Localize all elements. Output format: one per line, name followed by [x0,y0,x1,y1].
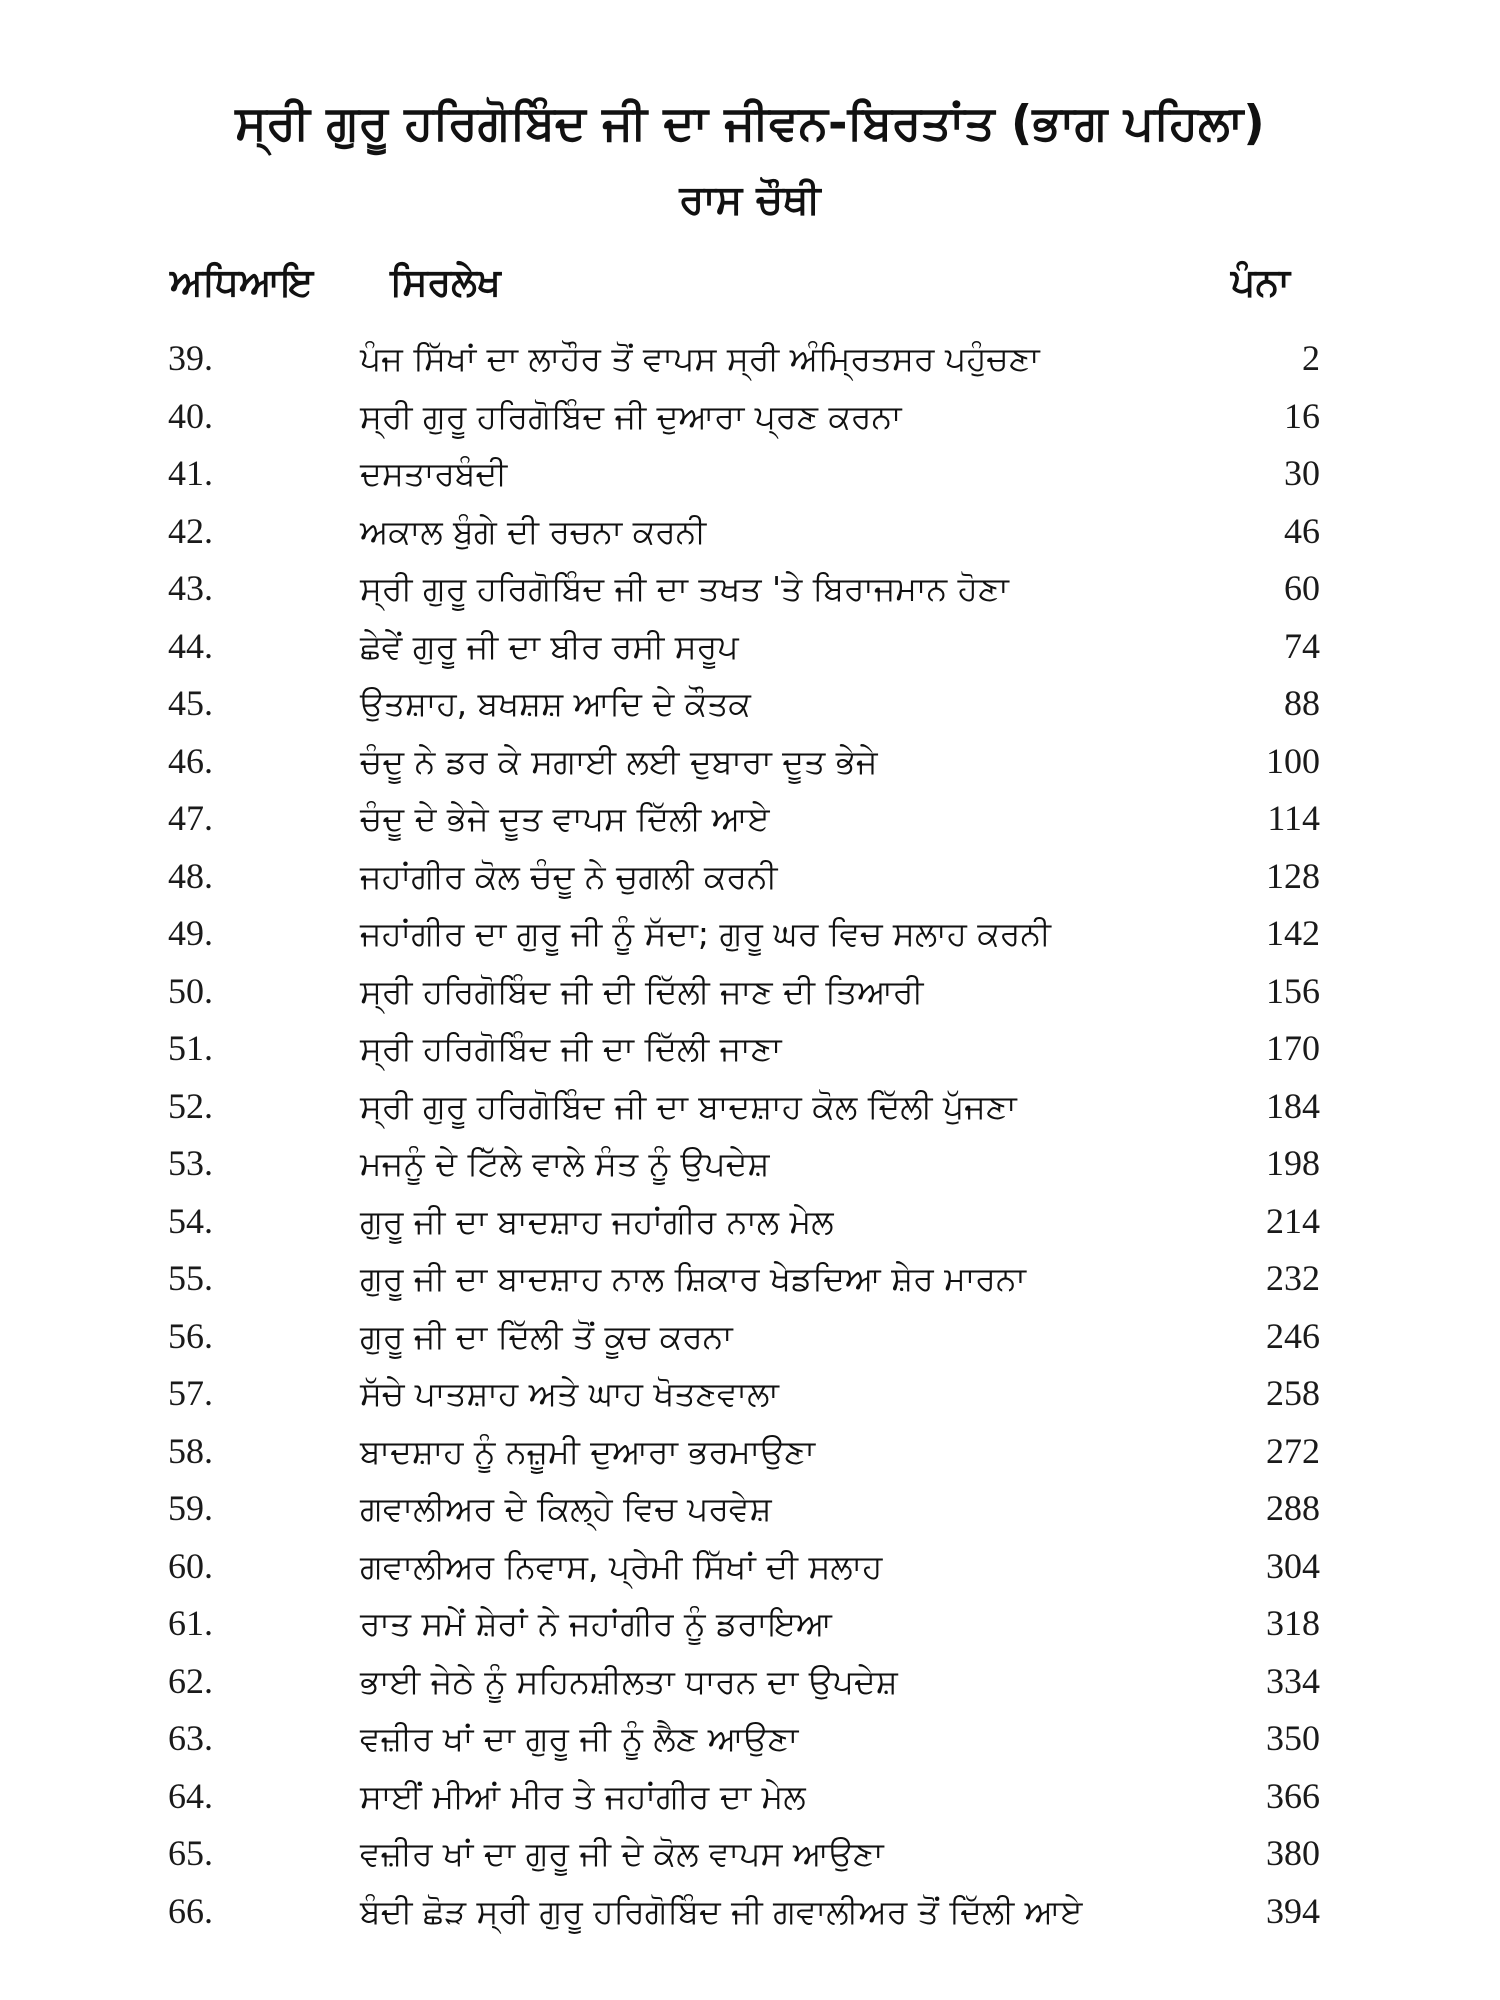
page-number: 394 [1266,1890,1320,1931]
chapter-number: 63. [168,1718,213,1758]
toc-entry [0,1020,1500,1078]
chapter-number: 52. [168,1085,213,1126]
toc-entry [0,1653,1500,1711]
page-number: 198 [1266,1143,1320,1183]
chapter-title: ਸੱਚੇ ਪਾਤਸ਼ਾਹ ਅਤੇ ਘਾਹ ਖੋਤਣਵਾਲਾ [360,1374,779,1413]
chapter-title: ਜਹਾਂਗੀਰ ਕੋਲ ਚੰਦੂ ਨੇ ਚੁਗਲੀ ਕਰਨੀ [360,856,778,896]
page-number: 46 [1284,510,1320,551]
chapter-number: 50. [168,970,213,1011]
page-number: 246 [1266,1315,1320,1356]
toc-entry [0,848,1500,906]
page-number: 334 [1266,1660,1320,1701]
chapter-number: 60. [168,1545,213,1586]
toc-entry [0,1308,1500,1366]
page-number: 88 [1284,683,1320,723]
chapter-number: 54. [168,1200,213,1241]
chapter-title: ਮਜਨੂੰ ਦੇ ਟਿੱਲੇ ਵਾਲੇ ਸੰਤ ਨੂੰ ਉਪਦੇਸ਼ [360,1144,770,1183]
toc-entry [0,1423,1500,1481]
page-number: 142 [1266,913,1320,953]
chapter-title: ਸਾਈਂ ਮੀਆਂ ਮੀਰ ਤੇ ਜਹਾਂਗੀਰ ਦਾ ਮੇਲ [360,1776,806,1816]
chapter-title: ਸ੍ਰੀ ਗੁਰੂ ਹਰਿਗੋਬਿੰਦ ਜੀ ਦੁਆਰਾ ਪ੍ਰਣ ਕਰਨਾ [360,396,902,436]
chapter-number: 39. [168,338,213,378]
page-number: 366 [1266,1775,1320,1816]
chapter-number: 61. [168,1603,213,1643]
chapter-title: ਚੰਦੂ ਦੇ ਭੇਜੇ ਦੂਤ ਵਾਪਸ ਦਿੱਲੀ ਆਏ [360,799,770,838]
chapter-title: ਸ੍ਰੀ ਗੁਰੂ ਹਰਿਗੋਬਿੰਦ ਜੀ ਦਾ ਬਾਦਸ਼ਾਹ ਕੋਲ ਦਿੱਲੀ ਪੁੱਜਣਾ [360,1086,1017,1126]
page-number: 60 [1284,568,1320,608]
page-number: 232 [1266,1258,1320,1298]
page-number: 380 [1266,1833,1320,1873]
chapter-number: 65. [168,1833,213,1873]
chapter-number: 43. [168,568,213,608]
section-subtitle: ਰਾਸ ਚੌਥੀ [679,177,821,223]
chapter-title: ਸ੍ਰੀ ਹਰਿਗੋਬਿੰਦ ਜੀ ਦੀ ਦਿੱਲੀ ਜਾਣ ਦੀ ਤਿਆਰੀ [360,971,924,1011]
page-number: 16 [1284,395,1320,436]
chapter-number: 57. [168,1373,213,1413]
chapter-number: 46. [168,740,213,781]
chapter-number: 55. [168,1258,213,1298]
chapter-number: 59. [168,1488,213,1528]
chapter-title: ਅਕਾਲ ਬੁੰਗੇ ਦੀ ਰਚਨਾ ਕਰਨੀ [360,511,707,551]
chapter-title: ਬਾਦਸ਼ਾਹ ਨੂੰ ਨਜ਼ੂਮੀ ਦੁਆਰਾ ਭਰਮਾਉਣਾ [360,1431,816,1471]
toc-entry [0,733,1500,791]
chapter-title: ਗੁਰੂ ਜੀ ਦਾ ਬਾਦਸ਼ਾਹ ਨਾਲ ਸ਼ਿਕਾਰ ਖੇਡਦਿਆ ਸ਼ੇਰ ਮਾਰਨਾ [360,1259,1026,1298]
chapter-title: ਗਵਾਲੀਅਰ ਨਿਵਾਸ, ਪ੍ਰੇਮੀ ਸਿੱਖਾਂ ਦੀ ਸਲਾਹ [360,1546,883,1586]
page-number: 74 [1284,625,1320,666]
toc-entry [0,1768,1500,1826]
page-number: 272 [1266,1430,1320,1471]
chapter-title: ਚੰਦੂ ਨੇ ਡਰ ਕੇ ਸਗਾਈ ਲਈ ਦੁਬਾਰਾ ਦੂਤ ਭੇਜੇ [360,741,878,781]
column-header-page: ਪੰਨਾ [1230,260,1290,304]
page-number: 30 [1284,453,1320,493]
chapter-number: 66. [168,1890,213,1931]
chapter-title: ਵਜ਼ੀਰ ਖਾਂ ਦਾ ਗੁਰੂ ਜੀ ਦੇ ਕੋਲ ਵਾਪਸ ਆਉਣਾ [360,1834,884,1873]
toc-entry [0,1710,1500,1768]
chapter-title: ਸ੍ਰੀ ਗੁਰੂ ਹਰਿਗੋਬਿੰਦ ਜੀ ਦਾ ਤਖਤ 'ਤੇ ਬਿਰਾਜਮਾਨ ਹੋਣਾ [360,569,1009,608]
page-number: 170 [1266,1028,1320,1068]
page-number: 288 [1266,1488,1320,1528]
chapter-title: ਗੁਰੂ ਜੀ ਦਾ ਦਿੱਲੀ ਤੋਂ ਕੂਚ ਕਰਨਾ [360,1316,733,1356]
toc-entry [0,1883,1500,1941]
chapter-title: ਭਾਈ ਜੇਠੇ ਨੂੰ ਸਹਿਨਸ਼ੀਲਤਾ ਧਾਰਨ ਦਾ ਉਪਦੇਸ਼ [360,1661,898,1701]
page-number: 184 [1266,1085,1320,1126]
chapter-title: ਛੇਵੇਂ ਗੁਰੂ ਜੀ ਦਾ ਬੀਰ ਰਸੀ ਸਰੂਪ [360,626,739,666]
toc-entry [0,503,1500,561]
chapter-title: ਦਸਤਾਰਬੰਦੀ [360,454,508,493]
chapter-number: 41. [168,453,213,493]
toc-entry [0,618,1500,676]
toc-entry [0,445,1500,503]
page-number: 304 [1266,1545,1320,1586]
column-header-title: ਸਿਰਲੇਖ [390,260,501,304]
chapter-title: ਵਜ਼ੀਰ ਖਾਂ ਦਾ ਗੁਰੂ ਜੀ ਨੂੰ ਲੈਣ ਆਉਣਾ [360,1719,799,1758]
chapter-title: ਬੰਦੀ ਛੋੜ ਸ੍ਰੀ ਗੁਰੂ ਹਰਿਗੋਬਿੰਦ ਜੀ ਗਵਾਲੀਅਰ ਤੋਂ ਦਿੱਲੀ ਆਏ [360,1891,1083,1931]
chapter-title: ਗਵਾਲੀਅਰ ਦੇ ਕਿਲ੍ਹੇ ਵਿਚ ਪਰਵੇਸ਼ [360,1489,772,1528]
chapter-number: 51. [168,1028,213,1068]
toc-entry [0,1193,1500,1251]
page-title: ਸ੍ਰੀ ਗੁਰੂ ਹਰਿਗੋਬਿੰਦ ਜੀ ਦਾ ਜੀਵਨ-ਬਿਰਤਾਂਤ (ਭਾਗ ਪਹਿਲਾ) [235,96,1265,151]
chapter-number: 53. [168,1143,213,1183]
chapter-number: 42. [168,510,213,551]
page-number: 156 [1266,970,1320,1011]
chapter-number: 56. [168,1315,213,1356]
page-number: 214 [1266,1200,1320,1241]
toc-entry [0,1078,1500,1136]
toc-entry [0,1480,1500,1538]
toc-entry [0,1365,1500,1423]
toc-entry [0,963,1500,1021]
chapter-title: ਗੁਰੂ ਜੀ ਦਾ ਬਾਦਸ਼ਾਹ ਜਹਾਂਗੀਰ ਨਾਲ ਮੇਲ [360,1201,834,1241]
page-number: 114 [1267,798,1320,838]
chapter-title: ਉਤਸ਼ਾਹ, ਬਖਸ਼ਸ਼ ਆਦਿ ਦੇ ਕੌਤਕ [360,684,751,723]
chapter-number: 64. [168,1775,213,1816]
chapter-title: ਰਾਤ ਸਮੇਂ ਸ਼ੇਰਾਂ ਨੇ ਜਹਾਂਗੀਰ ਨੂੰ ਡਰਾਇਆ [360,1604,832,1643]
chapter-number: 40. [168,395,213,436]
chapter-title: ਜਹਾਂਗੀਰ ਦਾ ਗੁਰੂ ਜੀ ਨੂੰ ਸੱਦਾ; ਗੁਰੂ ਘਰ ਵਿਚ ਸਲਾਹ ਕਰਨੀ [360,914,1051,953]
page-number: 318 [1266,1603,1320,1643]
toc-entry [0,905,1500,963]
toc-entry [0,790,1500,848]
toc-header-row [0,254,1500,310]
chapter-number: 49. [168,913,213,953]
chapter-number: 58. [168,1430,213,1471]
chapter-title: ਸ੍ਰੀ ਹਰਿਗੋਬਿੰਦ ਜੀ ਦਾ ਦਿੱਲੀ ਜਾਣਾ [360,1029,782,1068]
chapter-number: 48. [168,855,213,896]
toc-entry [0,1825,1500,1883]
table-of-contents [0,330,1500,1940]
chapter-title: ਪੰਜ ਸਿੱਖਾਂ ਦਾ ਲਾਹੌਰ ਤੋਂ ਵਾਪਸ ਸ੍ਰੀ ਅੰਮ੍ਰਿਤਸਰ ਪਹੁੰਚਣਾ [360,339,1040,378]
chapter-number: 47. [168,798,213,838]
page-number: 128 [1266,855,1320,896]
toc-entry [0,388,1500,446]
chapter-number: 62. [168,1660,213,1701]
page-number: 258 [1266,1373,1320,1413]
toc-entry [0,330,1500,388]
chapter-number: 45. [168,683,213,723]
toc-entry [0,1250,1500,1308]
page-number: 2 [1302,338,1320,378]
toc-entry [0,1595,1500,1653]
toc-entry [0,1135,1500,1193]
page-number: 350 [1266,1718,1320,1758]
chapter-number: 44. [168,625,213,666]
toc-entry [0,560,1500,618]
toc-entry [0,675,1500,733]
page-number: 100 [1266,740,1320,781]
column-header-chapter: ਅਧਿਆਇ [170,260,314,304]
toc-entry [0,1538,1500,1596]
